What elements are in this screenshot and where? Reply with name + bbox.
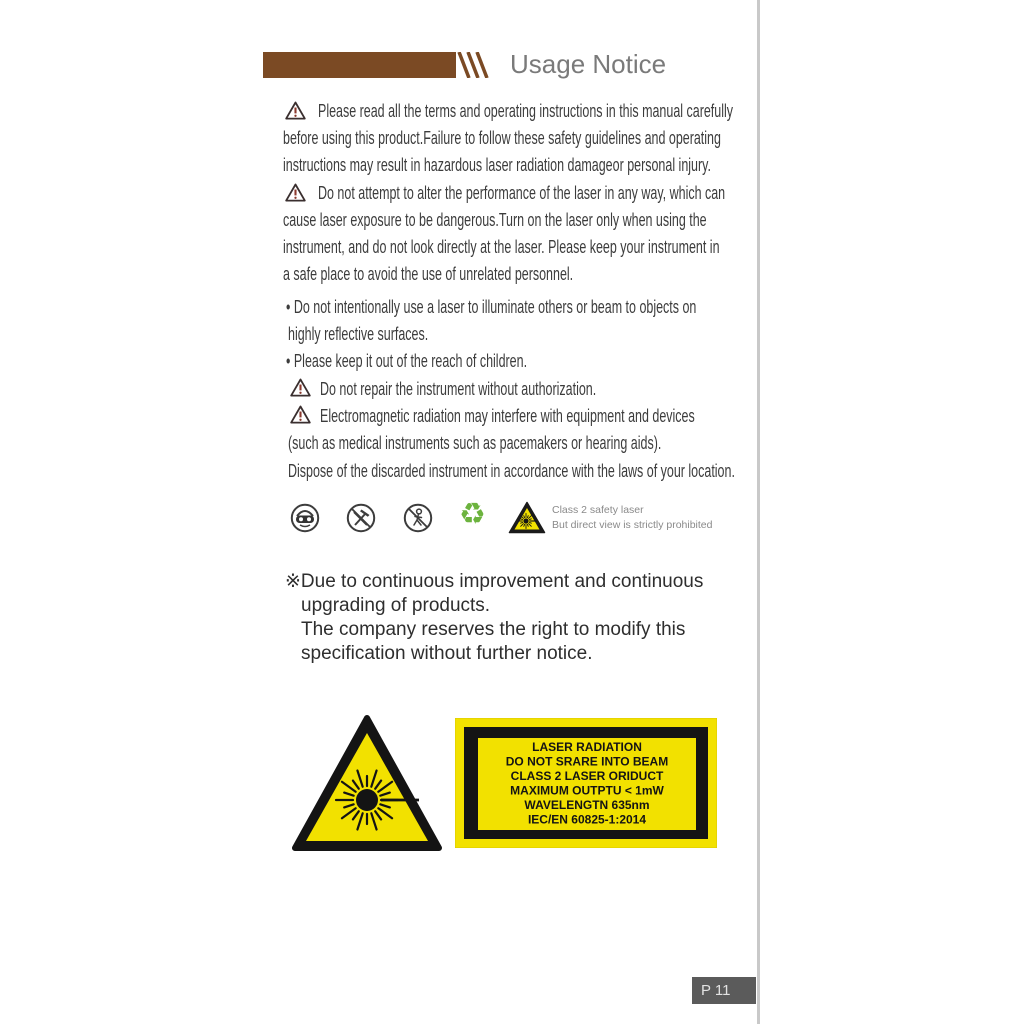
header-stripes-icon xyxy=(455,52,495,78)
body-text-line: instrument, and do not look directly at the laser. Please keep your instrument in xyxy=(283,237,720,257)
notice-line: specification without further notice. xyxy=(301,643,593,664)
laser-hazard-triangle-icon xyxy=(291,714,447,854)
notice-line: The company reserves the right to modify this xyxy=(301,619,686,640)
recycle-icon: ♻ xyxy=(459,497,486,532)
body-text-line: Do not repair the instrument without authorization. xyxy=(320,379,597,399)
body-text-line: Electromagnetic radiation may interfere with equipment and devices xyxy=(320,406,695,426)
body-text-line: highly reflective surfaces. xyxy=(288,324,429,344)
body-text-line: cause laser exposure to be dangerous.Turn on the laser only when using the xyxy=(283,210,707,230)
bullet-text-line: • Do not intentionally use a laser to illuminate others or beam to objects on xyxy=(286,297,697,317)
body-text-line: Dispose of the discarded instrument in accordance with the laws of your location. xyxy=(288,461,735,481)
label-line: LASER RADIATION xyxy=(532,740,642,754)
safety-goggles-icon xyxy=(290,503,320,533)
warning-icon xyxy=(285,183,306,202)
page-title: Usage Notice xyxy=(510,49,667,79)
bullet-text-line: • Please keep it out of the reach of children. xyxy=(286,351,528,371)
label-line: IEC/EN 60825-1:2014 xyxy=(527,812,647,827)
body-text-line: instructions may result in hazardous laser radiation damageor personal injury. xyxy=(283,155,711,175)
warning-icon xyxy=(290,405,311,424)
label-line: MAXIMUM OUTPTU < 1mW xyxy=(510,783,664,798)
header-accent-bar xyxy=(263,52,456,78)
laser-warning-icon xyxy=(508,501,546,534)
body-text-line: (such as medical instruments such as pacemakers or hearing aids). xyxy=(288,433,662,453)
page-edge-divider xyxy=(757,0,760,1024)
sunburst-core xyxy=(356,789,378,811)
no-unauthorized-person-icon xyxy=(403,503,433,533)
body-text-line: Do not attempt to alter the performance of the laser in any way, which can xyxy=(318,183,726,203)
sunburst-core xyxy=(523,518,528,523)
laser-warning-caption: But direct view is strictly prohibited xyxy=(552,519,713,531)
label-line: DO NOT SRARE INTO BEAM xyxy=(505,754,669,769)
warning-icon xyxy=(290,378,311,397)
warning-icon xyxy=(285,101,306,120)
body-text-line: Please read all the terms and operating instructions in this manual carefully xyxy=(318,101,734,121)
label-line: WAVELENGTN 635nm xyxy=(524,798,650,812)
notice-line: ※Due to continuous improvement and continuous xyxy=(285,571,704,592)
laser-radiation-label xyxy=(455,718,717,848)
page-number: P 11 xyxy=(692,977,756,1004)
no-disassembly-icon xyxy=(346,503,376,533)
body-text-line: a safe place to avoid the use of unrelated personnel. xyxy=(283,264,574,284)
body-text-line: before using this product.Failure to follow these safety guidelines and operating xyxy=(283,128,721,148)
notice-line: upgrading of products. xyxy=(301,595,491,616)
laser-class-caption: Class 2 safety laser xyxy=(552,504,644,516)
label-line: CLASS 2 LASER ORIDUCT xyxy=(510,769,664,783)
